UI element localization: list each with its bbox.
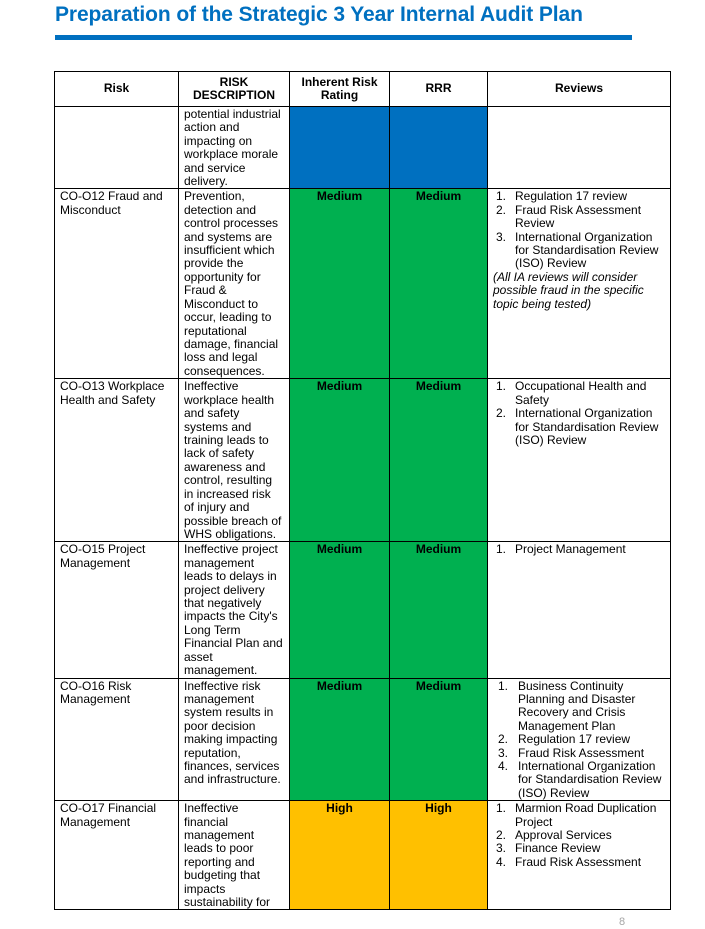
reviews-cell	[488, 542, 671, 678]
table-body	[55, 107, 671, 910]
risk-description-cell: Ineffective financial management leads to poor reporting and budgeting that impacts sustainability for	[179, 801, 290, 910]
review-item: 2. Regulation 17 review	[498, 732, 631, 747]
risk-cell: CO-O17 Financial Management	[55, 801, 179, 910]
reviews-list	[493, 680, 665, 801]
review-item: 2. Fraud Risk Assessment Review	[496, 202, 642, 231]
review-item: 4. Fraud Risk Assessment	[496, 854, 642, 869]
rrr-cell: High	[390, 801, 488, 910]
reviews-cell	[488, 678, 671, 801]
risk-cell: CO-O12 Fraud and Misconduct	[55, 189, 179, 379]
review-item: 1. Marmion Road Duplication Project	[496, 801, 657, 829]
reviews-list	[493, 802, 665, 869]
rrr-cell	[390, 107, 488, 189]
rrr-cell: Medium	[390, 189, 488, 379]
review-item: 4. International Organization for Standardisation Review (ISO) Review	[498, 758, 662, 800]
risk-description-cell: potential industrial action and impacting on workplace morale and service delivery.	[179, 107, 290, 189]
review-item: 3. International Organization for Standardisation Review (ISO) Review	[496, 229, 659, 271]
header-risk-description: RISK DESCRIPTION	[179, 72, 290, 107]
table-row	[55, 542, 671, 678]
inherent-rating-cell: Medium	[290, 379, 390, 542]
page-number: 8	[619, 916, 626, 928]
inherent-rating-cell	[290, 107, 390, 189]
risk-cell: CO-O13 Workplace Health and Safety	[55, 379, 179, 542]
table-row	[55, 189, 671, 379]
inherent-rating-cell: High	[290, 801, 390, 910]
review-item: 1. Project Management	[496, 542, 626, 557]
review-item: 2. International Organization for Standardisation Review (ISO) Review	[496, 406, 659, 448]
header-rrr: RRR	[390, 72, 488, 107]
rrr-cell: Medium	[390, 379, 488, 542]
table-row	[55, 107, 671, 189]
reviews-cell	[488, 107, 671, 189]
review-item: 3. Finance Review	[496, 841, 601, 856]
review-item: 1. Business Continuity Planning and Disaster Recovery and Crisis Management Plan	[498, 678, 636, 733]
rrr-cell: Medium	[390, 542, 488, 678]
inherent-rating-cell: Medium	[290, 678, 390, 801]
review-item: 1. Regulation 17 review	[496, 189, 628, 204]
reviews-note: (All IA reviews will consider possible fraud in the specific topic being tested)	[493, 269, 644, 311]
header-risk: Risk	[55, 72, 179, 107]
reviews-cell	[488, 189, 671, 379]
reviews-list	[493, 380, 665, 447]
risk-cell: CO-O15 Project Management	[55, 542, 179, 678]
risk-description-cell: Ineffective project management leads to delays in project delivery that negatively impacts the City's Long Term Financial Plan and asset management.	[179, 542, 290, 678]
inherent-rating-cell: Medium	[290, 189, 390, 379]
risk-description-cell: Ineffective risk management system results in poor decision making impacting reputation, finances, services and infrastructure.	[179, 678, 290, 801]
table-row	[55, 678, 671, 801]
reviews-list	[493, 190, 665, 270]
review-item: 2. Approval Services	[496, 827, 612, 842]
risk-cell	[55, 107, 179, 189]
header-inherent-risk-rating: Inherent Risk Rating	[290, 72, 390, 107]
audit-plan-table	[54, 71, 671, 910]
review-item: 3. Fraud Risk Assessment	[498, 745, 645, 760]
table-row	[55, 379, 671, 542]
reviews-cell	[488, 379, 671, 542]
page-title: Preparation of the Strategic 3 Year Internal Audit Plan	[55, 3, 583, 26]
table-row	[55, 801, 671, 910]
rrr-cell: Medium	[390, 678, 488, 801]
risk-description-cell: Prevention, detection and control processes and systems are insufficient which provide the opportunity for Fraud & Misconduct to occur, leading to reputational damage, financial loss and legal consequences.	[179, 189, 290, 379]
review-item: 1. Occupational Health and Safety	[496, 379, 647, 407]
title-underline	[55, 35, 632, 40]
inherent-rating-cell: Medium	[290, 542, 390, 678]
risk-cell: CO-O16 Risk Management	[55, 678, 179, 801]
risk-description-cell: Ineffective workplace health and safety systems and training leads to lack of safety awareness and control, resulting in increased risk of injury and possible breach of WHS obligations.	[179, 379, 290, 542]
header-reviews: Reviews	[488, 72, 671, 107]
table-header-row	[55, 72, 671, 107]
reviews-cell	[488, 801, 671, 910]
reviews-list	[493, 543, 665, 556]
